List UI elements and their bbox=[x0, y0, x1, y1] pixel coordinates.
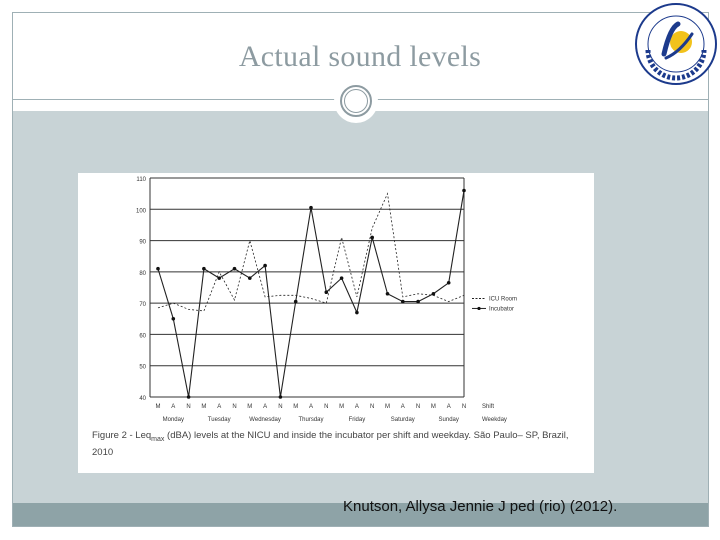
day-label: Thursday bbox=[298, 417, 324, 423]
day-label: Friday bbox=[348, 417, 366, 423]
day-label: Tuesday bbox=[207, 417, 231, 423]
day-label: Wednesday bbox=[249, 417, 281, 423]
y-tick-label: 40 bbox=[139, 396, 146, 402]
chart-markers bbox=[156, 189, 466, 399]
series-point bbox=[156, 267, 160, 271]
series-line-0 bbox=[158, 194, 464, 311]
day-label: Monday bbox=[162, 417, 184, 423]
y-tick-label: 90 bbox=[139, 239, 146, 246]
x-tick-label: N bbox=[461, 404, 467, 410]
x-tick-label: M bbox=[155, 404, 161, 410]
x-tick-label: A bbox=[263, 404, 268, 410]
legend-label: Incubator bbox=[489, 306, 515, 313]
series-point bbox=[370, 236, 374, 240]
y-tick-label: 60 bbox=[139, 333, 146, 340]
x-tick-label: N bbox=[186, 404, 191, 410]
citation: Knutson, Allysa Jennie J ped (rio) (2012). bbox=[343, 498, 618, 515]
figure-caption bbox=[92, 429, 582, 459]
x-tick-label: N bbox=[370, 404, 375, 410]
x-tick-label: M bbox=[339, 404, 345, 410]
x-tick-label: N bbox=[324, 404, 329, 410]
x-tick-label: N bbox=[278, 404, 283, 410]
caption-year: 2010 bbox=[92, 446, 114, 458]
ornament-inner-ring bbox=[344, 89, 368, 113]
x-axis-days bbox=[163, 417, 459, 423]
day-label: Saturday bbox=[390, 417, 415, 423]
y-tick-label: 80 bbox=[139, 270, 146, 277]
series-point bbox=[462, 189, 466, 193]
x-tick-label: M bbox=[385, 404, 390, 410]
series-point bbox=[355, 311, 359, 315]
caption-prefix: Figure 2 - Leq bbox=[92, 430, 152, 441]
y-tick-label: 70 bbox=[139, 302, 146, 309]
x-tick-label: A bbox=[400, 404, 405, 410]
x-tick-label: M bbox=[430, 404, 436, 410]
hospital-logo-icon bbox=[634, 2, 718, 86]
series-point bbox=[309, 206, 313, 210]
slide-title: Actual sound levels bbox=[238, 40, 482, 73]
x-tick-label: N bbox=[415, 404, 421, 410]
series-point bbox=[217, 276, 221, 280]
series-point bbox=[172, 317, 176, 321]
day-label: Sunday bbox=[438, 417, 459, 423]
divider-ornament-icon bbox=[334, 79, 378, 123]
x-tick-label: A bbox=[354, 404, 359, 410]
y-axis-ticks bbox=[136, 177, 147, 402]
legend-marker bbox=[477, 307, 480, 310]
legend-label: ICU Room bbox=[489, 296, 518, 303]
series-point bbox=[279, 395, 283, 399]
series-point bbox=[340, 276, 344, 280]
x-tick-label: A bbox=[308, 404, 314, 410]
series-point bbox=[202, 267, 206, 271]
x-tick-label: M bbox=[247, 404, 253, 410]
series-point bbox=[187, 395, 191, 399]
series-point bbox=[401, 300, 405, 304]
series-point bbox=[233, 267, 237, 271]
x-tick-label: M bbox=[293, 404, 299, 410]
x-axis-title-shift: Shift bbox=[482, 404, 495, 410]
caption-sub: max bbox=[151, 435, 165, 443]
chart-legend bbox=[472, 296, 517, 312]
x-tick-label: A bbox=[171, 404, 176, 410]
series-point bbox=[447, 281, 451, 285]
series-point bbox=[294, 300, 298, 304]
x-axis-title-weekday: Weekday bbox=[482, 417, 507, 423]
chart-grid bbox=[150, 178, 464, 397]
series-point bbox=[325, 290, 329, 294]
series-point bbox=[248, 276, 252, 280]
y-tick-label: 110 bbox=[136, 177, 146, 183]
series-point bbox=[386, 292, 390, 296]
x-tick-label: A bbox=[446, 404, 451, 410]
series-point bbox=[263, 264, 267, 268]
caption-rest: (dBA) levels at the NICU and inside the incubator per shift and weekday. São Paulo– SP, Brazil, bbox=[164, 430, 569, 441]
y-tick-label: 50 bbox=[139, 364, 146, 371]
y-tick-label: 100 bbox=[135, 208, 146, 215]
series-point bbox=[432, 292, 436, 296]
x-tick-label: A bbox=[217, 404, 222, 410]
sound-level-chart bbox=[78, 173, 594, 473]
x-tick-label: N bbox=[232, 404, 237, 410]
x-tick-label: M bbox=[201, 404, 207, 410]
series-point bbox=[416, 300, 420, 304]
chart-figure bbox=[78, 173, 594, 473]
